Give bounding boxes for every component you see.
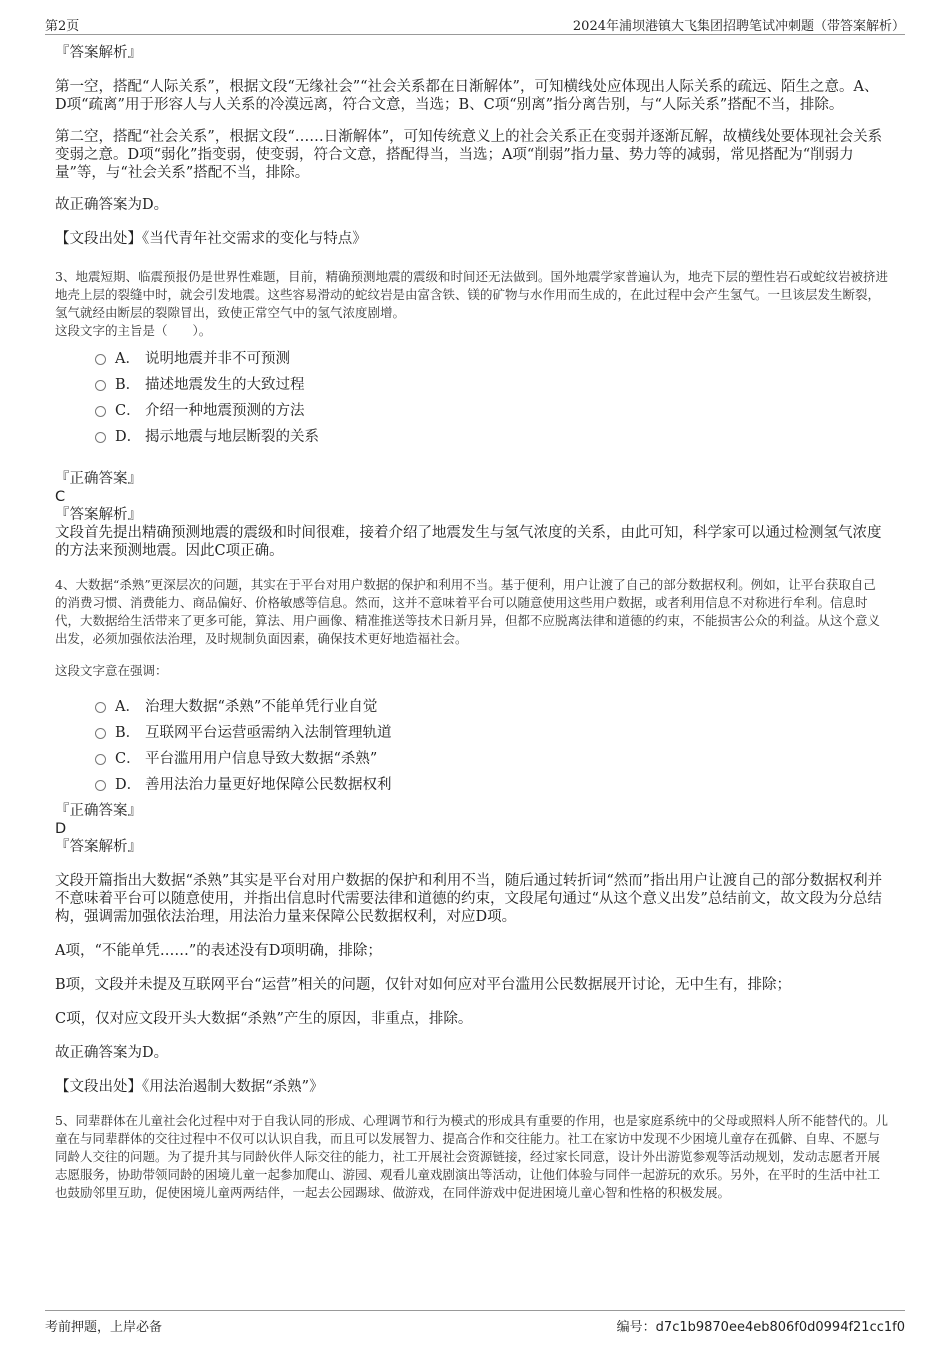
radio-icon[interactable] (95, 380, 106, 391)
q4-option-d[interactable]: D． 善用法治力量更好地保障公民数据权利 (55, 772, 888, 798)
q3-option-c[interactable]: C． 介绍一种地震预测的方法 (55, 398, 888, 424)
q3-analysis-label: 『答案解析』 (55, 507, 142, 523)
q2-analysis-para1: 第一空，搭配“人际关系”，根据文段“无缘社会”“社会关系都在日渐解体”，可知横线处应体现出人际关系的疏远、陌生之意。A、D项“疏离”用于形容人与人关系的冷漠远离，符合文意，当选；B、C项“别离”指分离告别，与“人际关系”搭配不当，排除。 (55, 79, 879, 113)
q2-analysis-para2: 第二空，搭配“社会关系”，根据文段“……日渐解体”，可知传统意义上的社会关系正在变弱并逐渐瓦解，故横线处要体现社会关系变弱之意。D项“弱化”指变弱，使变弱，符合文意，搭配得当，当选；A项“削弱”指力量、势力等的减弱，常见搭配为“削弱力量”等，与“社会关系”搭配不当，排除。 (55, 129, 883, 181)
q3-answer-label: 『正确答案』 (55, 471, 142, 487)
page-number: 第2页 (45, 19, 80, 34)
q4-option-c[interactable]: C． 平台滥用用户信息导致大数据“杀熟” (55, 746, 888, 772)
document-title: 2024年浦坝港镇大飞集团招聘笔试冲刺题（带答案解析） (572, 19, 905, 34)
radio-icon[interactable] (95, 754, 106, 765)
q4-stem: 4、大数据“杀熟”更深层次的问题，其实在于平台对用户数据的保护和利用不当。基于便利，用户让渡了自己的部分数据权利。例如，让平台获取自己的消费习惯、消费能力、商品偏好、价格敏感等信息。然而，这并不意味着平台可以随意使用这些用户数据，或者利用信息不对称进行牟利。信息时代，大数据给生活带来了更多可能，算法、用户画像、精准推送等技术日新月异，但都不应脱离法律和道德的约束，不能损害公众的利益。从这个意义出发，必须加强依法治理，及时规制负面因素，确保技术更好地造福社会。 (55, 577, 881, 646)
page-footer (45, 1310, 905, 1335)
q3-analysis: 文段首先提出精确预测地震的震级和时间很难，接着介绍了地震发生与氢气浓度的关系，由此可知，科学家可以通过检测氢气浓度的方法来预测地震。因此C项正确。 (55, 525, 882, 559)
radio-icon[interactable] (95, 406, 106, 417)
q4-conclusion: 故正确答案为D。 (55, 1045, 169, 1061)
page-header (45, 14, 905, 35)
q3-stem: 3、地震短期、临震预报仍是世界性难题，目前，精确预测地震的震级和时间还无法做到。国外地震学家普遍认为，地壳下层的塑性岩石或蛇纹岩被挤进地壳上层的裂缝中时，就会引发地震。这些容易滑动的蛇纹岩是由富含铁、镁的矿物与水作用而生成的，在此过程中会产生氢气。一旦该层发生断裂，氢气就经由断层的裂隙冒出，致使正常空气中的氢气浓度剧增。 (55, 269, 888, 320)
q4-analysis-para4: C项，仅对应文段开头大数据“杀熟”产生的原因，非重点，排除。 (55, 1011, 473, 1027)
q3-option-d[interactable]: D． 揭示地震与地层断裂的关系 (55, 424, 888, 450)
q3-option-a[interactable]: A． 说明地震并非不可预测 (55, 346, 888, 372)
q4-analysis-para2: A项，“不能单凭……”的表述没有D项明确，排除； (55, 943, 382, 959)
q4-options (55, 694, 888, 798)
q4-option-b[interactable]: B． 互联网平台运营亟需纳入法制管理轨道 (55, 720, 888, 746)
q3-options (55, 346, 888, 450)
q4-source: 【文段出处】《用法治遏制大数据“杀熟”》 (55, 1079, 324, 1095)
q4-option-a[interactable]: A． 治理大数据“杀熟”不能单凭行业自觉 (55, 694, 888, 720)
q4-analysis-para3: B项，文段并未提及互联网平台“运营”相关的问题，仅针对如何应对平台滥用公民数据展开讨论，无中生有，排除； (55, 977, 791, 993)
q4-answer-label: 『正确答案』 (55, 803, 142, 819)
q4-answer: D (55, 821, 67, 837)
q5-stem: 5、同辈群体在儿童社会化过程中对于自我认同的形成、心理调节和行为模式的形成具有重要的作用，也是家庭系统中的父母或照料人所不能替代的。儿童在与同辈群体的交往过程中不仅可以认识自我，而且可以发展智力、提高合作和交往能力。社工在家访中发现不少困境儿童存在孤僻、自卑、不愿与同龄人交往的问题。为了提升其与同龄伙伴人际交往的能力，社工开展社会资源链接，经过家长同意，设计外出游览参观等活动规划，发动志愿者开展志愿服务，协助带领同龄的困境儿童一起参加爬山、游园、观看儿童戏剧演出等活动，让他们体验与同伴一起游玩的欢乐。另外，在平时的生活中社工也鼓励邻里互助，促使困境儿童两两结伴，一起去公园踢球、做游戏，在同伴游戏中促进困境儿童心智和性格的积极发展。 (55, 1113, 888, 1200)
q2-source: 【文段出处】《当代青年社交需求的变化与特点》 (55, 231, 367, 247)
radio-icon[interactable] (95, 702, 106, 713)
document-body (55, 44, 888, 1202)
radio-icon[interactable] (95, 432, 106, 443)
q3-answer: C (55, 489, 66, 505)
q2-conclusion: 故正确答案为D。 (55, 197, 169, 213)
radio-icon[interactable] (95, 354, 106, 365)
q2-analysis-label: 『答案解析』 (55, 45, 142, 61)
radio-icon[interactable] (95, 728, 106, 739)
q3-question: 这段文字的主旨是（ ）。 (55, 323, 212, 338)
q4-analysis-para1: 文段开篇指出大数据“杀熟”其实是平台对用户数据的保护和利用不当，随后通过转折词“然而”指出用户让渡自己的部分数据权利并不意味着平台可以随意使用，并指出信息时代需要法律和道德的约束，文段尾句通过“从这个意义出发”总结前文，故文段为分总结构，强调需加强依法治理，用法治力量来保障公民数据权利，对应D项。 (55, 873, 883, 925)
q4-question: 这段文字意在强调： (55, 663, 168, 678)
q3-option-b[interactable]: B． 描述地震发生的大致过程 (55, 372, 888, 398)
document-id: 编号：d7c1b9870ee4eb806f0d0994f21cc1f0 (616, 1320, 905, 1335)
footer-slogan: 考前押题，上岸必备 (45, 1320, 163, 1335)
q4-analysis-label: 『答案解析』 (55, 839, 142, 855)
radio-icon[interactable] (95, 780, 106, 791)
